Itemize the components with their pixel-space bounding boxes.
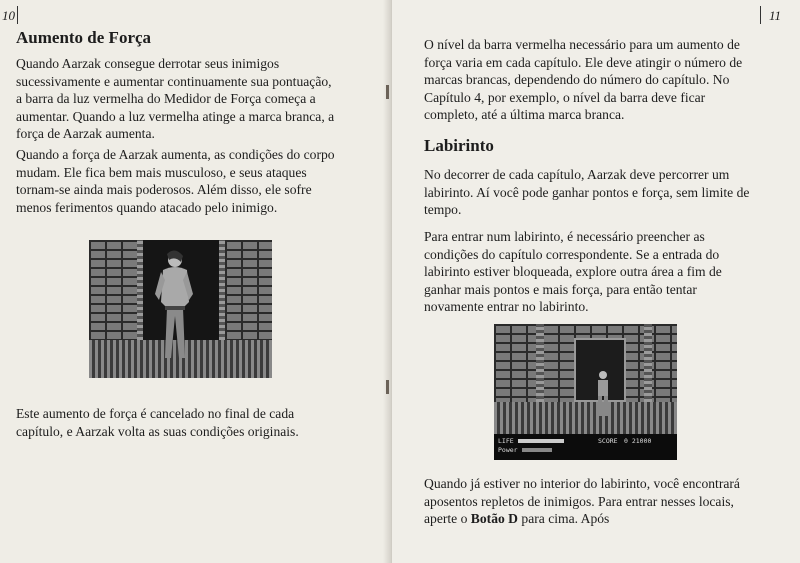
paragraph-labirinto-3-start: Quando já estiver no interior do labirinto, você encontrará aposentos repletos de inimigos. Para entrar nesses locais, aperte o (424, 476, 740, 527)
hud-score-label: SCORE (598, 437, 618, 445)
botao-d-label: Botão D (470, 511, 518, 527)
hud-life-bar (518, 439, 564, 443)
paragraph-labirinto-3-end: para cima. Após (518, 511, 610, 527)
paragraph-labirinto-2: Para entrar num labirinto, é necessário preencher as condições do capítulo correspondente. Se a entrada do labirinto estiver bloqueada, explore outra área a fim de ganhar mais pontos e mais força, para então tentar novamente entrar no labirinto. (424, 229, 722, 315)
page-number-right: 11 (769, 8, 782, 23)
staple-top (386, 85, 389, 99)
game-hud (494, 434, 677, 460)
brick-wall-right (225, 240, 272, 340)
paragraph-aumento-2: Quando a força de Aarzak aumenta, as condições do corpo mudam. Ele fica bem mais musculoso, e seus ataques tornam-se ainda mais poderosos. Além disso, ele sofre menos ferimentos quando atacado pelo inimigo. (16, 147, 335, 215)
brick-wall-left (89, 240, 139, 340)
staple-bottom (386, 380, 389, 394)
hud-power-bar (522, 448, 552, 452)
aarzak-muscular-figure (153, 250, 193, 362)
paragraph-labirinto-3 (424, 475, 764, 528)
section-heading-labirinto: Labirinto (424, 136, 494, 155)
page-number-rule-right (760, 6, 761, 24)
page-number-rule-left (17, 6, 18, 24)
aarzak-small-figure (594, 370, 612, 418)
paragraph-aumento-3: Este aumento de força é cancelado no final de cada capítulo, e Aarzak volta as suas condições originais. (16, 406, 299, 439)
paragraph-labirinto-1: No decorrer de cada capítulo, Aarzak deve percorrer um labirinto. Aí você pode ganhar pontos e força, sem limite de tempo. (424, 167, 750, 218)
hud-score-value: 0 21000 (624, 437, 652, 445)
game-screenshot-labyrinth (494, 324, 677, 460)
labyrinth-pillar-1 (536, 324, 544, 402)
labyrinth-floor (494, 402, 677, 434)
labyrinth-pillar-2 (644, 324, 652, 402)
game-screenshot-power-up (89, 240, 272, 378)
page-number-left: 10 (2, 8, 15, 23)
right-page (392, 0, 800, 563)
paragraph-aumento-1: Quando Aarzak consegue derrotar seus inimigos sucessivamente e aumentar continuamente sua pontuação, a barra da luz vermelha do Medidor de Força começa a aumentar. Quando a luz vermelha atinge a marca branca, a força de Aarzak aumenta. (16, 56, 335, 142)
paragraph-barra-1: O nível da barra vermelha necessário para um aumento de força varia em cada capítulo. Ele deve atingir o número de marcas brancas, dependendo do número do capítulo. No Capítulo 4, por exemplo, o nível da barra deve ficar completo, até a última marca branca. (424, 37, 743, 123)
hud-power-label: Power (498, 446, 518, 454)
hud-life-label: LIFE (498, 437, 514, 445)
section-heading-aumento: Aumento de Força (16, 28, 152, 47)
left-page (0, 0, 392, 563)
